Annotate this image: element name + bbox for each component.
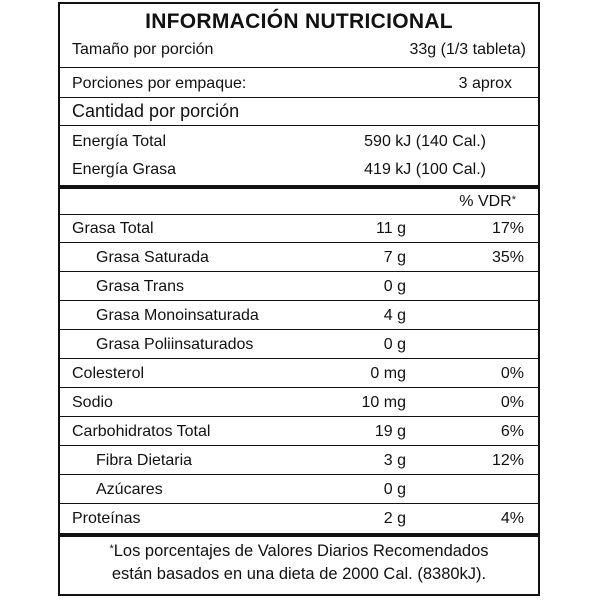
footnote-line-2: están basados en una dieta de 2000 Cal. (8380kJ). [111,565,487,583]
nutrient-label: Grasa Monoinsaturada [96,307,259,324]
nutrient-pct: 0% [500,365,524,382]
nutrient-label: Fibra Dietaria [96,452,193,469]
nutrient-amount: 2 g [383,510,406,527]
nutrient-amount: 0 g [383,336,406,353]
nutrient-pct: 6% [500,423,524,440]
nutrient-label: Grasa Total [72,220,154,237]
nutrient-amount: 19 g [374,423,406,440]
nutrient-label: Grasa Trans [96,278,185,295]
energy-fat-value: 419 kJ (100 Cal.) [364,161,486,178]
nutrient-label: Azúcares [96,481,163,498]
energy-total-label: Energía Total [72,133,166,150]
nutrition-facts-panel [58,2,540,596]
vdr-header: % VDR* [459,193,516,210]
nutrient-amount: 0 mg [370,365,406,382]
divider [60,97,538,98]
divider [60,445,538,446]
divider [60,300,538,301]
servings-per-package-value: 3 aprox [458,75,512,92]
nutrient-label: Proteínas [72,510,141,527]
nutrient-pct: 0% [500,394,524,411]
nutrient-label: Grasa Saturada [96,249,209,266]
energy-fat-label: Energía Grasa [72,161,177,178]
nutrient-label: Sodio [72,394,113,411]
divider [60,125,538,126]
nutrient-pct: 4% [500,510,524,527]
nutrient-amount: 10 mg [361,394,406,411]
divider [60,358,538,359]
nutrient-amount: 7 g [383,249,406,266]
footnote-line-1: *Los porcentajes de Valores Diarios Recomendados [109,542,489,560]
footnote [70,540,528,586]
nutrient-pct: 12% [491,452,524,469]
nutrient-amount: 0 g [383,278,406,295]
energy-total-value: 590 kJ (140 Cal.) [364,133,486,150]
divider [60,474,538,475]
nutrient-pct: 35% [491,249,524,266]
nutrient-label: Grasa Poliinsaturados [96,336,254,353]
nutrient-amount: 11 g [376,220,406,237]
thick-divider [60,533,538,537]
amount-per-serving-label: Cantidad por porción [72,101,240,121]
nutrient-pct: 17% [491,220,524,237]
divider [60,214,538,215]
nutrient-label: Colesterol [72,365,145,382]
divider [60,416,538,417]
divider [60,67,538,68]
serving-size-value: 33g (1/3 tableta) [409,41,526,58]
nutrient-amount: 4 g [383,307,406,324]
divider [60,271,538,272]
thick-divider [60,185,538,189]
nutrient-amount: 0 g [383,481,406,498]
divider [60,503,538,504]
panel-title: INFORMACIÓN NUTRICIONAL [145,10,453,33]
divider [60,242,538,243]
divider [60,387,538,388]
nutrient-label: Carbohidratos Total [72,423,211,440]
nutrient-amount: 3 g [383,452,406,469]
divider [60,329,538,330]
servings-per-package-label: Porciones por empaque: [72,75,247,92]
serving-size-label: Tamaño por porción [72,41,214,58]
